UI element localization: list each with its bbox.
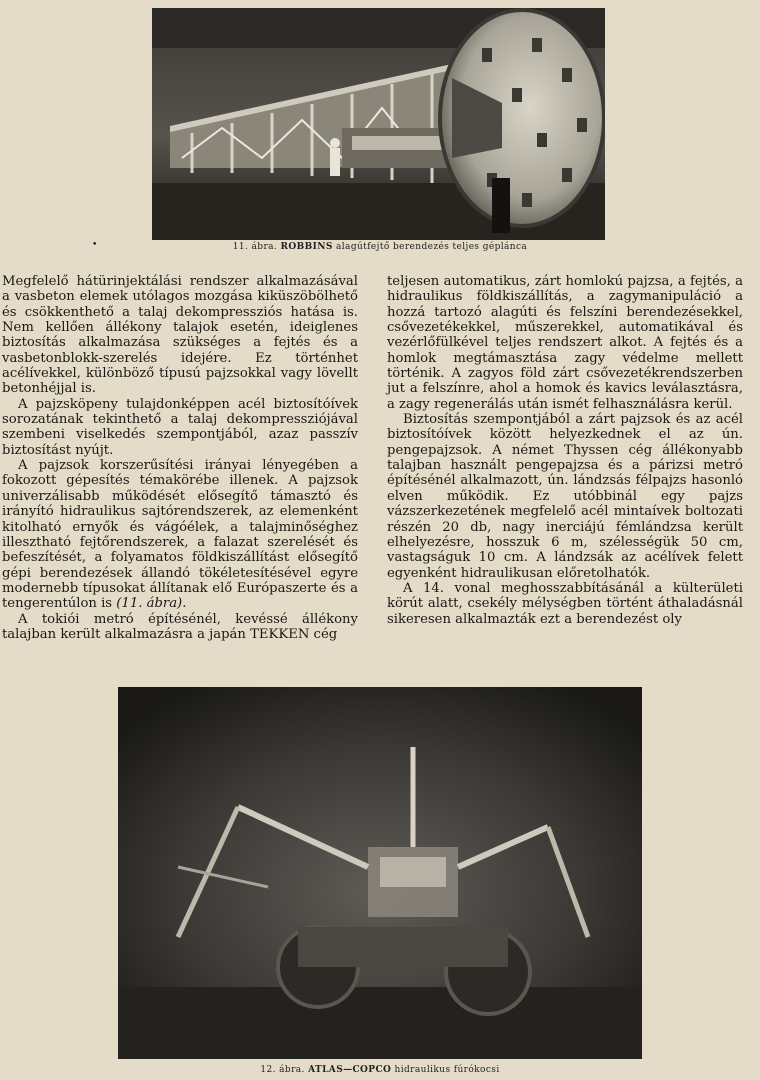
hydraulic-drill-rig-photo-drawing xyxy=(118,687,642,1059)
tunnel-boring-machine-photo xyxy=(152,8,605,240)
right-text-column xyxy=(387,274,743,627)
left-text-column xyxy=(2,274,358,642)
right-paragraph-2: Biztosítás szempontjából a zárt pajzsok és az acél biztosítóívek között helyezkednek el az ún. pengepajzsok. A német Thyssen cég állékonyabb talajban használt pengepajzsa és a párizsi metró építésénél alkalmazott, ún. lándzsás félpajzs hasonló elven működik. Ez utóbbinál egy pajzs vázszerkezetének megfelelő acél mintaívek boltozati részén 20 db, nagy inerciájú fémlándzsa került elhelyezésre, hosszuk 6 m, szélességük 50 cm, vastagságuk 10 cm. A lándzsák az acélívek felett egyenként hidraulikusan előretolhatók. xyxy=(387,412,743,581)
figure-1-caption xyxy=(0,242,760,252)
right-paragraph-1: teljesen automatikus, zárt homlokú pajzsa, a fejtés, a hidraulikus földkiszállítás, a zagymanipuláció a hozzá tartozó alagúti és felszíni berendezésekkel, csővezetékekkel, műszerekkel, automatikával és vezérlőfülkével teljes rendszert alkot. A fejtés és a homlok megtámasztása zagy védelme mellett történik. A zagyos föld zárt csővezetékrendszerben jut a felszínre, ahol a homok és kavics leválasztásra, a zagy regenerálás után ismét felhasználásra kerül. xyxy=(387,274,743,412)
figure-1-caption-text: alagútfejtő berendezés teljes gépláncа xyxy=(336,242,528,252)
bullet-mark: • xyxy=(92,240,98,250)
figure-11-reference: (11. ábra). xyxy=(116,596,187,612)
left-paragraph-3-text: A pajzsok korszerűsítési irányai lényegében a fokozott gépesítés témakörébe illenek. A pajzsok univerzálisabb működését elősegítő támasztó és irányító hidraulikus sajtórendszerek, az elemenként kitolható ernyők és vágóélek, a talajminőséghez illesztható fejtőrendszerek, a falazat szerelését és befeszítését, a folyamatos földkiszállítást elősegítő gépi berendezések állandó tökéletesítésével egyre modernebb típusokat állítanak elő Európaszerte és a tengerentúlon is xyxy=(2,458,358,612)
figure-2-caption xyxy=(0,1065,760,1075)
figure-2-number: 12. ábra. xyxy=(260,1065,305,1075)
right-paragraph-3: A 14. vonal meghosszabbításánál a külterületi körút alatt, csekély mélységben történt áthaladásnál sikeresen alkalmazták ezt a berendezést oly xyxy=(387,580,743,627)
figure-1-number: 11. ábra. xyxy=(232,242,278,252)
hydraulic-drill-rig-photo xyxy=(118,687,642,1059)
left-paragraph-1: Megfelelő hátürinjektálási rendszer alkalmazásával a vasbeton elemek utólagos mozgása kiküszöbölhető és csökkenthető a talaj dekompressziós hatása is. Nem kellően állékony talajok esetén, ideiglenes biztosítás alkalmazása szükséges a fejtés és a vasbetonblokk-szerelés idejére. Ez történhet acélívekkel, különböző típusú pajzsokkal vagy lövellt betonhéjjal is. xyxy=(2,274,358,397)
figure-2-caption-text: hidraulikus fúrókocsi xyxy=(394,1065,500,1075)
left-paragraph-3 xyxy=(2,458,358,611)
figure-1-brand: ROBBINS xyxy=(280,242,333,252)
left-paragraph-2: A pajzsköpeny tulajdonképpen acél biztosítóívek sorozatának tekinthető a talaj dekompressziójával szembeni viselkedés szempontjából, azaz passzív biztosítást nyújt. xyxy=(2,396,358,458)
figure-2-brand: ATLAS—COPCO xyxy=(308,1065,392,1075)
left-paragraph-4: A tokiói metró építésénél, kevéssé állékony talajban került alkalmazásra a japán TEKKEN cég xyxy=(2,611,358,642)
tunnel-boring-machine-photo-drawing xyxy=(152,8,605,240)
